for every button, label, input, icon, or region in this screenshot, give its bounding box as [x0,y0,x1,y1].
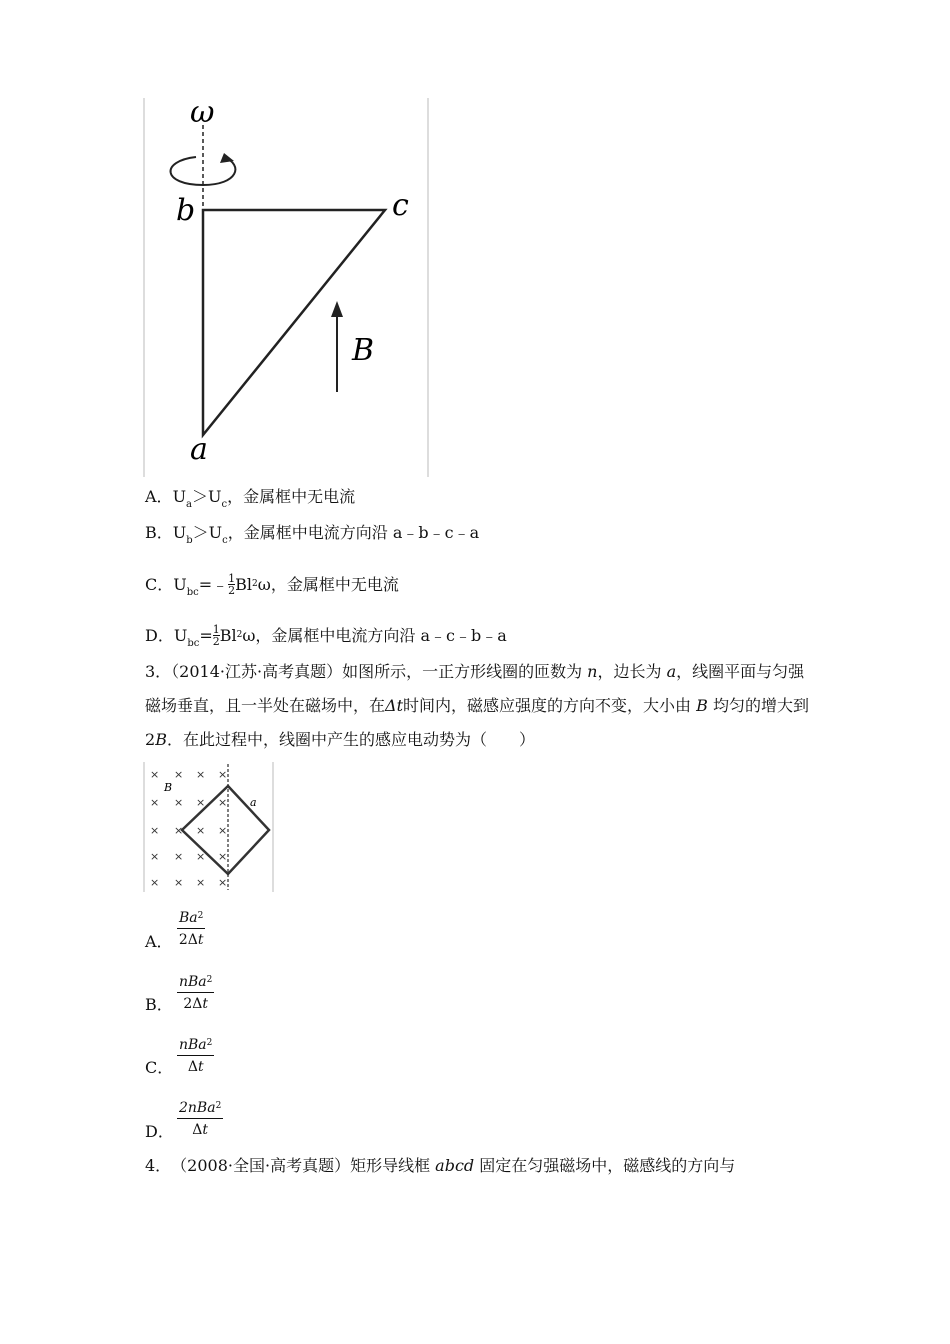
q2-option-d: D．$U_{bc}=$ $\frac{1}{2}$ Bl$^2$ω，金属框中电流方向沿 a﹣c﹣b﹣a [145,623,507,649]
field-cross-icon: × [174,850,184,863]
field-cross-icon: × [150,768,160,781]
field-cross-icon: × [196,768,206,781]
field-cross-icon: × [150,796,160,809]
field-cross-icon: × [218,824,228,837]
q3-option-b-fraction: nBa$^2$ 2Δt [177,970,214,1015]
field-cross-icon: × [174,796,184,809]
field-cross-icon: × [196,824,206,837]
label-omega: ω [190,95,215,130]
field-cross-icon: × [218,768,228,781]
q4-stem: 4． （2008·全国·高考真题）矩形导线框 abcd 固定在匀强磁场中，磁感线的方向与 [145,1156,736,1175]
field-cross-icon: × [218,850,228,863]
label-c: c [392,188,409,223]
field-cross-icon: × [218,796,228,809]
field-cross-icon: × [196,850,206,863]
label-B-field: B [164,781,173,794]
q3-option-a-label: A． [145,932,173,951]
label-b: b [176,193,196,228]
q3-option-b-label: B． [145,995,173,1014]
field-cross-icon: × [196,876,206,889]
field-cross-icon: × [174,824,184,837]
triangle-frame-abc [203,210,385,435]
field-cross-icon: × [150,876,160,889]
label-a-side: a [250,796,257,809]
field-cross-icon: × [150,850,160,863]
q3-option-c-fraction: nBa$^2$ Δt [177,1033,214,1078]
q2-option-c: C．$U_{bc}=﹣$ $\frac{1}{2}$ Bl$^2$ω，金属框中无电流 [145,572,399,598]
q3-option-d-fraction: 2nBa$^2$ Δt [177,1096,223,1141]
field-arrowhead-icon [331,301,343,317]
field-cross-icon: × [174,768,184,781]
q2-option-b: B．$U_b>U_c$，金属框中电流方向沿 a﹣b﹣c﹣a [145,523,480,546]
q3-option-c-label: C． [145,1058,174,1077]
figure-square-coil [142,762,276,892]
label-B-field: B [352,333,375,368]
fraction-one-half: $\frac{1}{2}$ [228,572,236,597]
figure-triangle-frame [140,95,440,480]
q3-stem: 3．（2014·江苏·高考真题）如图所示，一正方形线圈的匝数为 n，边长为 a，线圈平面与匀强磁场垂直，且一半处在磁场中，在Δt时间内，磁感应强度的方向不变，大小由 B 均匀的增大到 2B．在此过程中，线圈中产生的感应电动势为（ ） [145,662,809,749]
field-cross-icon: × [218,876,228,889]
field-cross-icon: × [174,876,184,889]
q3-option-a-fraction: $\frac{Ba^2}{2\Delta t}$ [177,906,205,951]
field-cross-icon: × [196,796,206,809]
q2-option-a: A．$U_a>U_c$，金属框中无电流 [145,487,356,510]
fraction-one-half: $\frac{1}{2}$ [212,623,220,648]
label-a: a [190,432,208,467]
q3-option-d-label: D． [145,1122,174,1141]
field-cross-icon: × [150,824,160,837]
